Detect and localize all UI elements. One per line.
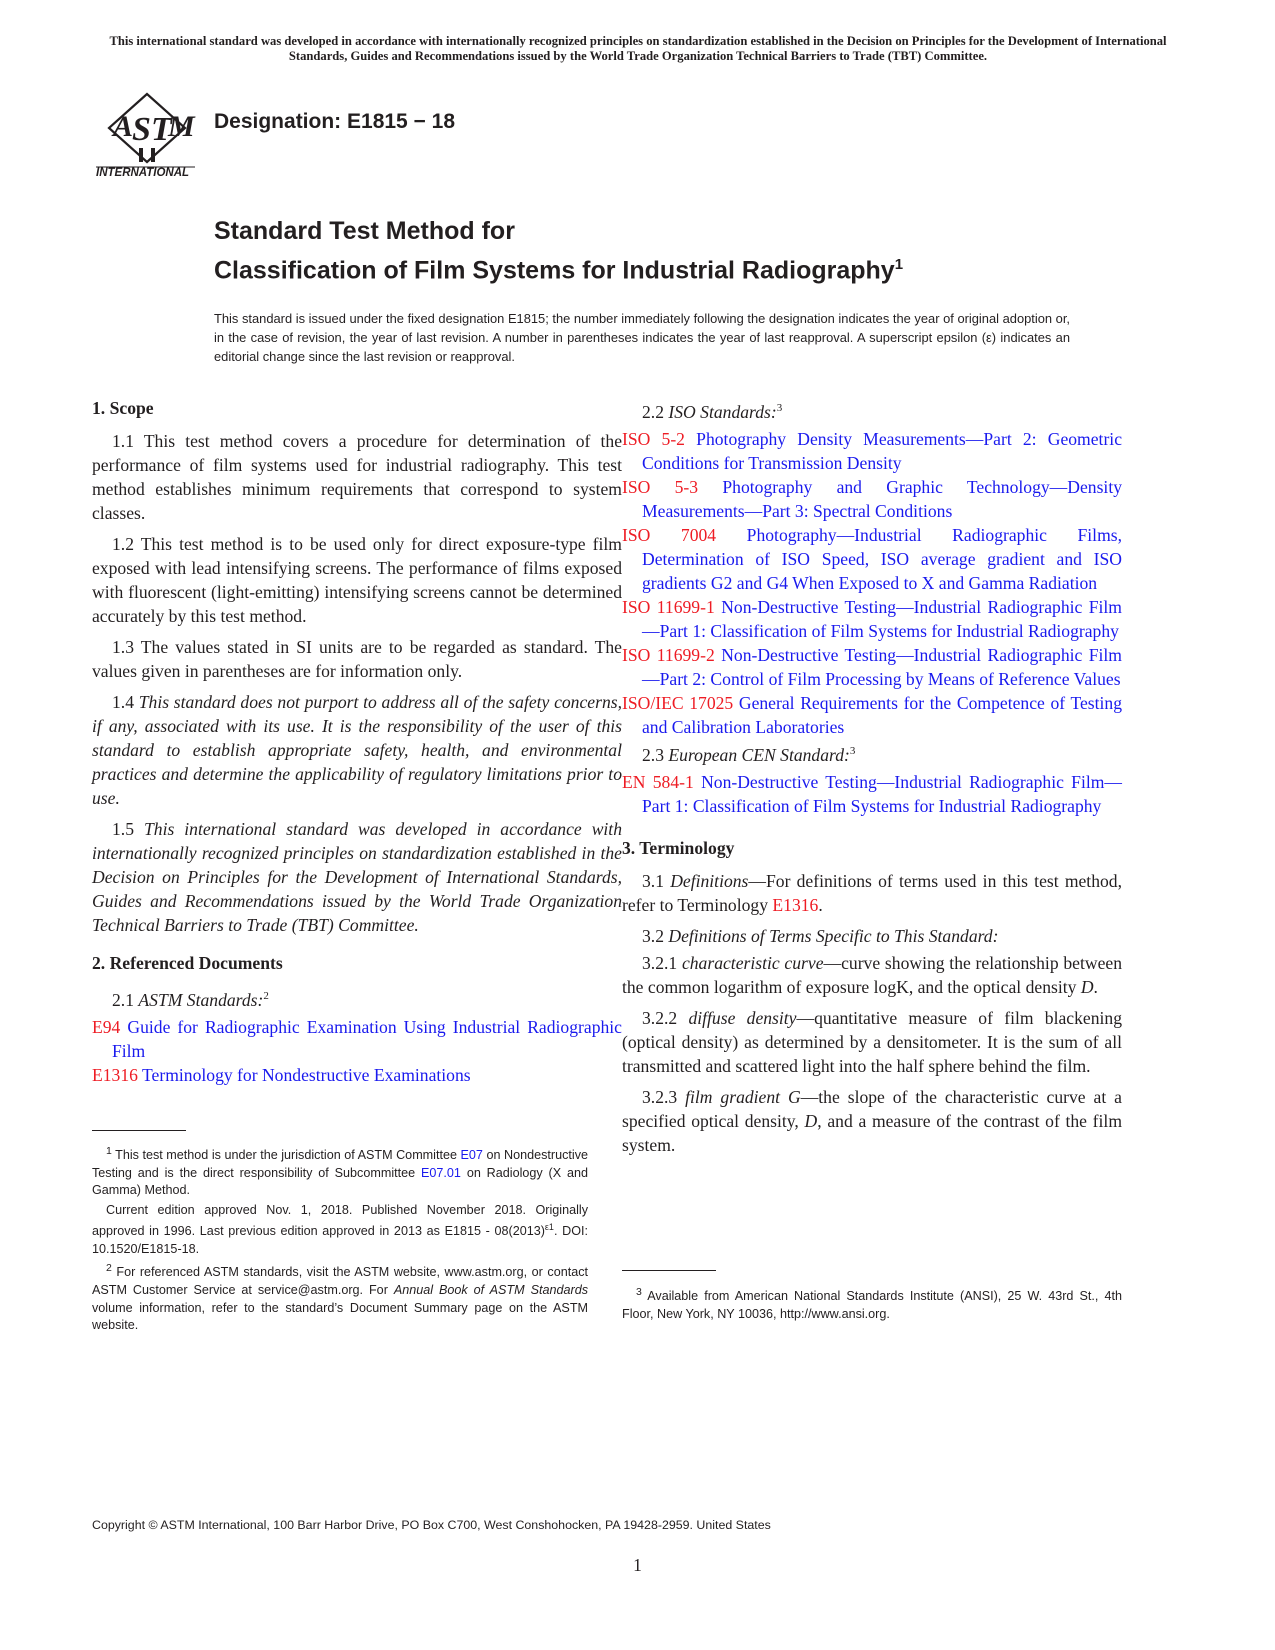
footnote-mark: 2: [263, 990, 269, 1002]
footnote-3: [622, 1284, 1122, 1323]
astm-logo: [95, 88, 199, 180]
paragraph-1-4: [92, 690, 622, 810]
reference-title[interactable]: Photography and Graphic Technology—Density Measurements—Part 3: Spectral Conditions: [642, 476, 1123, 521]
paragraph-1-2: 1.2 This test method is to be used only for direct exposure-type film exposed with lead intensifying screens. The performance of films exposed with fluorescent (light-emitting) intensifying screens cannot be determined accurately by this test method.: [92, 534, 622, 626]
reference-title[interactable]: Photography Density Measurements—Part 2: Geometric Conditions for Transmission Density: [642, 428, 1122, 473]
reference-entry[interactable]: [622, 595, 1122, 643]
svg-text:S: S: [132, 111, 151, 148]
subsection-number: 2.2: [642, 401, 664, 422]
reference-code[interactable]: ISO 5-2: [622, 428, 685, 449]
issued-note: This standard is issued under the fixed designation E1815; the number immediately following the designation indicates the year of original adoption or, in the case of revision, the year of last revision. A number in parentheses indicates the year of last reapproval. A superscript epsilon (ε) indicates an editorial change since the last revision or reapproval.: [214, 311, 1070, 364]
term: characteristic curve: [681, 952, 824, 973]
subsection-number: 2.1: [112, 989, 134, 1010]
footnote-text: on Radiology (X and Gamma) Method.: [92, 1165, 589, 1198]
definition-text: —quantitative measure of film blackening (optical density) as determined by a densitometer. It is the sum of all transmitted and scattered light into the half sphere behind the film.: [622, 1007, 1122, 1076]
footnote-mark: 3: [636, 1286, 642, 1298]
epsilon-mark: ε1: [544, 1222, 554, 1233]
subsection-label: ISO Standards:: [668, 401, 777, 422]
paragraph-number: 3.2: [642, 925, 664, 946]
reference-title[interactable]: General Requirements for the Competence of Testing and Calibration Laboratories: [642, 692, 1122, 737]
top-notice: This international standard was developed in accordance with internationally recognized principles on standardization established in the Decision on Principles for the Development of International Standards, Guides and Recommendations issued by the World Trade Organization Technical Barriers to Trade (TBT) Committee.: [109, 34, 1167, 63]
logo-text: INTERNATIONAL: [96, 167, 190, 179]
footnote-rule: [622, 1270, 716, 1271]
reference-title[interactable]: Terminology for Nondestructive Examinations: [142, 1064, 471, 1085]
subsection-label: Definitions of Terms Specific to This Standard:: [668, 925, 999, 946]
reference-title[interactable]: Guide for Radiographic Examination Using Industrial Radiographic Film: [112, 1016, 622, 1061]
title-line-2: [214, 248, 903, 287]
title-footnote-mark: 1: [894, 256, 904, 273]
footnote-mark: 3: [849, 744, 856, 757]
term: diffuse density: [688, 1007, 797, 1028]
reference-code[interactable]: ISO/IEC 17025: [622, 692, 734, 713]
definition-text: —For definitions of terms used in this test method, refer to Terminology: [622, 870, 1122, 915]
svg-text:M: M: [168, 110, 195, 143]
reference-code[interactable]: ISO 11699-2: [622, 644, 715, 665]
copyright-line: Copyright © ASTM International, 100 Barr Harbor Drive, PO Box C700, West Conshohocken, PA 19428-2959. United States: [92, 1518, 771, 1532]
reference-entry[interactable]: [622, 523, 1122, 595]
footnote-rule: [92, 1130, 186, 1131]
section-heading-referenced-documents: 2. Referenced Documents: [92, 953, 283, 973]
title-line-1: Standard Test Method for: [214, 217, 515, 245]
subsection-cen-standard: [622, 739, 1122, 767]
reference-title[interactable]: Non-Destructive Testing—Industrial Radiographic Film—Part 1: Classification of Film Systems for Industrial Radiography: [642, 771, 1122, 816]
subcommittee-link[interactable]: E07.01: [421, 1165, 461, 1180]
paragraph-1-3: 1.3 The values stated in SI units are to be regarded as standard. The values given in parentheses are for information only.: [92, 637, 622, 681]
footnote-text: For referenced ASTM standards, visit the ASTM website, www.astm.org, or contact ASTM Customer Service at service@astm.org. For: [92, 1265, 589, 1298]
reference-entry[interactable]: [622, 770, 1122, 818]
left-footnotes: [92, 1143, 588, 1337]
svg-text:A: A: [113, 110, 134, 143]
document-title: [214, 214, 903, 287]
footnote-text: volume information, refer to the standard’s Document Summary page on the ASTM website.: [92, 1300, 588, 1333]
right-footnotes: [622, 1284, 1122, 1325]
reference-code[interactable]: E1316: [92, 1064, 138, 1085]
definition-text: —the slope of the characteristic curve at a specified optical density,: [622, 1086, 1122, 1131]
footnote-mark: 1: [106, 1145, 112, 1157]
reference-code[interactable]: ISO 11699-1: [622, 596, 715, 617]
subsection-number: 2.3: [642, 744, 664, 765]
section-heading-scope: 1. Scope: [92, 398, 154, 418]
reference-code[interactable]: ISO 7004: [622, 524, 717, 545]
section-heading-terminology: 3. Terminology: [622, 837, 735, 858]
reference-entry[interactable]: [622, 691, 1122, 739]
paragraph-3-2: [622, 924, 1122, 948]
paragraph-number: 1.4: [112, 692, 134, 712]
footnote-text: Available from American National Standards Institute (ANSI), 25 W. 43rd St., 4th Floor, New York, NY 10036, http://www.ansi.org.: [622, 1289, 1122, 1321]
footnote-mark: 3: [776, 402, 783, 414]
reference-code[interactable]: ISO 5-3: [622, 476, 699, 497]
term: film gradient G: [685, 1086, 801, 1107]
designation: Designation: E1815 − 18: [214, 110, 456, 133]
svg-text:T: T: [151, 111, 172, 148]
paragraph-1-5: [92, 817, 622, 937]
paragraph-3-2-2: [622, 1006, 1122, 1078]
paragraph-1-1: 1.1 This test method covers a procedure for determination of the performance of film systems used for industrial radiography. This test method establishes minimum requirements that correspond to system classes.: [92, 431, 622, 523]
terminology-link[interactable]: E1316: [772, 894, 819, 915]
reference-code[interactable]: E94: [92, 1016, 121, 1037]
committee-link[interactable]: E07: [460, 1148, 483, 1163]
footnote-1-current-edition: [92, 1202, 588, 1259]
subsection-iso-standards: [622, 396, 1122, 424]
variable: D: [1080, 976, 1094, 997]
footnote-text: This test method is under the jurisdiction of ASTM Committee: [115, 1148, 457, 1163]
footnote-italic: Annual Book of ASTM Standards: [393, 1283, 588, 1298]
footnote-1: [92, 1143, 588, 1200]
term: Definitions: [670, 870, 749, 891]
paragraph-3-2-1: 3.2.1 characteristic curve—curve showing the relationship between the common logarithm of exposure logK, and the optical density D.: [622, 952, 1122, 997]
reference-entry[interactable]: [622, 475, 1122, 523]
paragraph-1-5-text: This international standard was developed in accordance with internationally recognized principles on standardization established in the Decision on Principles for the Development of International Standards, Guides and Recommendations issued by the World Trade Organization Technical Barriers to Trade (TBT) Committee.: [92, 819, 622, 935]
footnote-mark: 2: [106, 1262, 112, 1275]
reference-entry[interactable]: [622, 643, 1122, 691]
right-column: [622, 396, 1122, 1164]
reference-title[interactable]: Photography—Industrial Radiographic Films, Determination of ISO Speed, ISO average gradient and ISO gradients G2 and G4 When Exposed to X and Gamma Radiation: [642, 524, 1123, 593]
paragraph-number: 1.5: [112, 819, 134, 839]
reference-title[interactable]: Non-Destructive Testing—Industrial Radiographic Film—Part 1: Classification of Film Systems for Industrial Radiography: [642, 596, 1122, 641]
reference-entry[interactable]: [92, 1015, 622, 1063]
reference-entry[interactable]: [622, 427, 1122, 475]
footnote-text: Current edition approved Nov. 1, 2018. Published November 2018. Originally approved in 1996. Last previous edition approved in 2013 as E1815 - 08(2013): [92, 1202, 588, 1239]
left-column: [92, 396, 622, 1087]
reference-code[interactable]: EN 584-1: [622, 771, 694, 792]
paragraph-1-4-text: This standard does not purport to address all of the safety concerns, if any, associated with its use. It is the responsibility of the user of this standard to establish appropriate safety, health, and environmental practices and determine the applicability of regulatory limitations prior to use.: [92, 692, 622, 808]
title-line-2-text: Classification of Film Systems for Industrial Radiography: [214, 256, 895, 285]
paragraph-3-1: 3.1 Definitions—For definitions of terms used in this test method, refer to Terminology E1316.: [622, 870, 1122, 915]
footnote-text: . DOI: 10.1520/E1815-18.: [92, 1224, 588, 1256]
page-number: 1: [633, 1555, 642, 1575]
paragraph-number: 3.2.2: [642, 1007, 678, 1028]
subsection-label: ASTM Standards:: [138, 989, 264, 1010]
footnote-text: on Nondestructive Testing and is the direct responsibility of Subcommittee: [92, 1148, 589, 1180]
paragraph-number: 3.2.3: [642, 1086, 678, 1107]
reference-title[interactable]: Non-Destructive Testing—Industrial Radiographic Film—Part 2: Control of Film Processing by Means of Reference Values: [642, 644, 1122, 689]
subsection-astm-standards: [92, 984, 622, 1012]
subsection-label: European CEN Standard:: [668, 744, 850, 765]
paragraph-number: 3.1: [642, 870, 664, 891]
variable: D: [804, 1110, 818, 1131]
reference-entry[interactable]: [92, 1063, 622, 1087]
paragraph-number: 3.2.1: [642, 952, 678, 973]
definition-text: , and a measure of the contrast of the film system.: [622, 1110, 1123, 1155]
footnote-2: [92, 1260, 588, 1334]
definition-text: —curve showing the relationship between the common logarithm of exposure logK, and the optical density: [622, 952, 1122, 997]
paragraph-3-2-3: [622, 1085, 1122, 1157]
